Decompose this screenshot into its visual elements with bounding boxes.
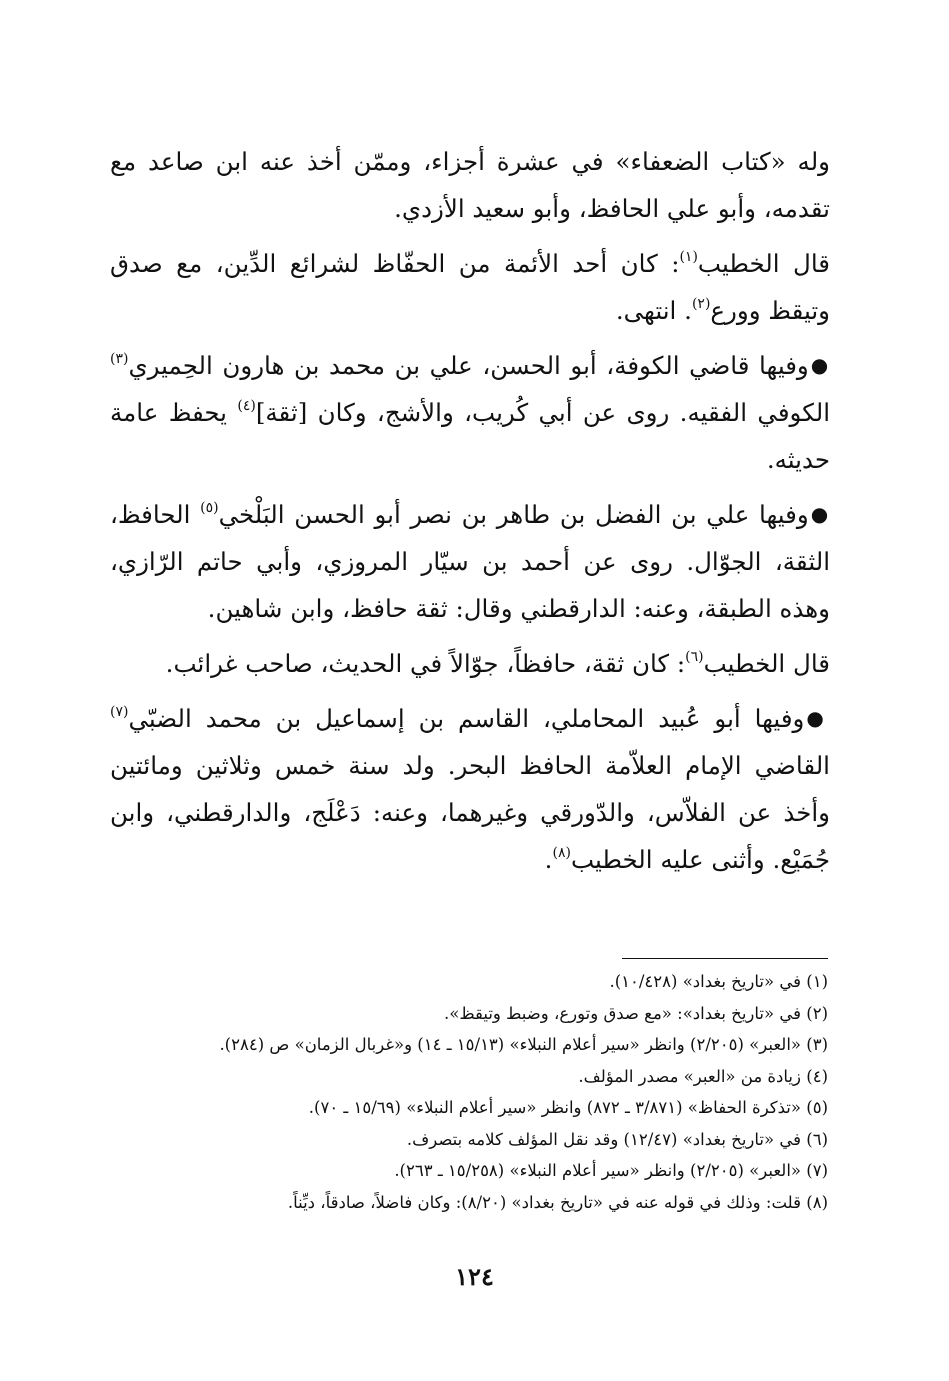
paragraph-text: : كان أحد الأئمة من الحفّاظ لشرائع الدِّين، مع صدق وتيقظ وورع xyxy=(110,249,830,325)
paragraph-1 xyxy=(110,138,830,232)
paragraph-3 xyxy=(110,342,830,483)
paragraph-text: وفيها قاضي الكوفة، أبو الحسن، علي بن محمد بن هارون الحِميري xyxy=(128,351,809,380)
footnote-ref: (٢) xyxy=(691,296,711,312)
footnotes xyxy=(108,966,828,1218)
paragraph-text: وله «كتاب الضعفاء» في عشرة أجزاء، وممّن أخذ عنه ابن صاعد مع تقدمه، وأبو علي الحافظ، وأبو سعيد الأزدي. xyxy=(110,147,830,223)
footnote-ref: (٣) xyxy=(110,351,129,367)
footnote-2: (٢) في «تاريخ بغداد»: «مع صدق وتورع، وضبط وتيقظ». xyxy=(444,1003,828,1023)
paragraph-text: قال الخطيب xyxy=(703,649,830,678)
footnote-5: (٥) «تذكرة الحفاظ» (٣/٨٧١ ـ ٨٧٢) وانظر «سير أعلام النبلاء» (١٥/٦٩ ـ ٧٠). xyxy=(308,1098,828,1117)
bullet-marker: ● xyxy=(806,706,830,730)
footnote-ref: (١) xyxy=(679,249,698,265)
main-text xyxy=(110,138,830,891)
footnote-ref: (٧) xyxy=(110,704,129,720)
paragraph-text: الكوفي الفقيه. روى عن أبي كُريب، والأشج، وكان [ثقة] xyxy=(255,398,831,427)
paragraph-text: يحفظ عامة حديثه. xyxy=(110,398,830,474)
footnote-ref: (٦) xyxy=(685,649,704,665)
paragraph-text: الحافظ، الثقة، الجوّال. روى عن أحمد بن سيّار المروزي، وأبي حاتم الرّازي، وهذه الطبقة، وعنه: الدارقطني وقال: ثقة حافظ، وابن شاهين. xyxy=(110,500,830,623)
footnote-3: (٣) «العبر» (٢/٢٠٥) وانظر «سير أعلام النبلاء» (١٥/١٣ ـ ١٤) و«غربال الزمان» ص (٢٨٤). xyxy=(219,1035,828,1054)
paragraph-text: وفيها أبو عُبيد المحاملي، القاسم بن إسماعيل بن محمد الضبّي xyxy=(128,704,805,733)
footnote-6: (٦) في «تاريخ بغداد» (١٢/٤٧) وقد نقل المؤلف كلامه بتصرف. xyxy=(406,1129,828,1149)
page-number: ١٢٤ xyxy=(455,1262,494,1291)
footnote-ref: (٨) xyxy=(552,845,571,861)
paragraph-text: القاضي الإمام العلاّمة الحافظ البحر. ولد سنة خمس وثلاثين ومائتين وأخذ عن الفلاّس، والدّورقي وغيرهما، وعنه: دَعْلَج، والدارقطني، وابن جُمَيْع. وأثنى عليه الخطيب xyxy=(110,751,830,874)
footnote-8: (٨) قلت: وذلك في قوله عنه في «تاريخ بغداد» (٨/٢٠): وكان فاضلاً، صادقاً، ديِّناً. xyxy=(287,1192,828,1212)
bullet-marker: ● xyxy=(810,502,831,526)
footnote-1: (١) في «تاريخ بغداد» (١٠/٤٢٨). xyxy=(609,972,828,991)
paragraph-text: قال الخطيب xyxy=(697,249,830,278)
paragraph-4 xyxy=(110,491,830,632)
footnote-ref: (٤) xyxy=(237,398,256,414)
footnote-separator xyxy=(622,958,828,959)
paragraph-text: . xyxy=(544,845,553,874)
paragraph-text: وفيها علي بن الفضل بن طاهر بن نصر أبو الحسن البَلْخي xyxy=(218,500,809,529)
paragraph-text: . انتهى. xyxy=(615,296,692,325)
paragraph-2 xyxy=(110,240,830,334)
footnote-4: (٤) زيادة من «العبر» مصدر المؤلف. xyxy=(578,1066,828,1086)
bullet-marker: ● xyxy=(810,353,830,377)
paragraph-5 xyxy=(110,640,830,687)
footnote-7: (٧) «العبر» (٢/٢٠٥) وانظر «سير أعلام النبلاء» (١٥/٢٥٨ ـ ٢٦٣). xyxy=(394,1161,828,1180)
paragraph-text: : كان ثقة، حافظاً، جوّالاً في الحديث، صاحب غرائب. xyxy=(165,649,686,678)
footnote-ref: (٥) xyxy=(200,500,219,516)
paragraph-6 xyxy=(110,695,830,883)
